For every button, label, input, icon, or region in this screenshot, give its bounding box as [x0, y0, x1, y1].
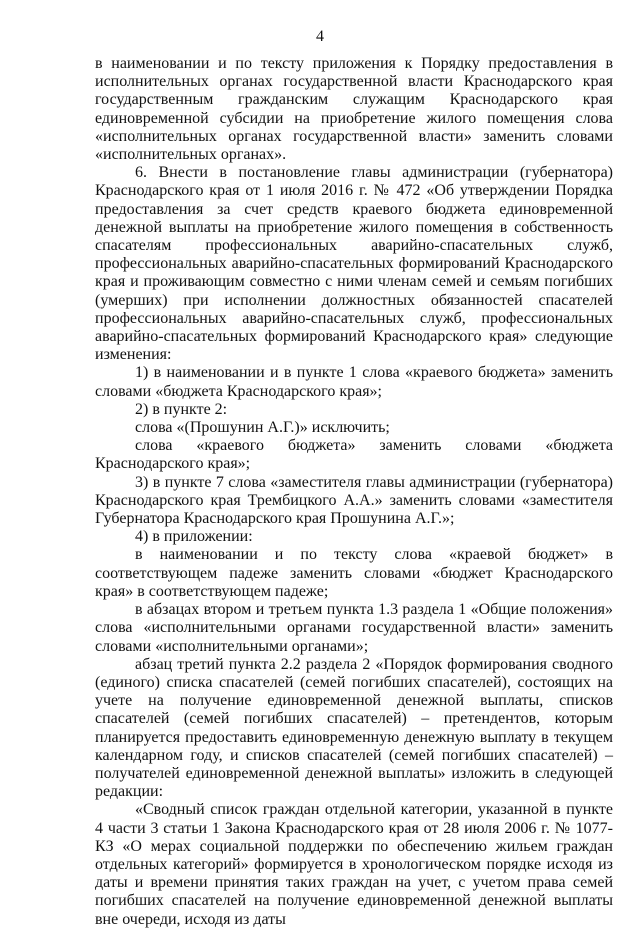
paragraph-1: в наименовании и по тексту приложения к Порядку предоставления в исполнительных органах государственной власти Краснодарского края государственным гражданским служащим Краснодарского края единовременной субсидии на приобретение жилого помещения слова «исполнительных органах государственной власти» заменить словами «исполнительных органах».: [95, 55, 613, 164]
paragraph-8: 4) в приложении:: [135, 528, 253, 546]
paragraph-5: слова «(Прошунин А.Г.)» исключить;: [135, 419, 390, 437]
paragraph-10: в абзацах втором и третьем пункта 1.3 раздела 1 «Общие положения» слова «исполнительными органами государственной власти» заменить словами «исполнительными органами»;: [95, 601, 613, 655]
paragraph-2: 6. Внести в постановление главы администрации (губернатора) Краснодарского края от 1 июля 2016 г. № 472 «Об утверждении Порядка предоставления за счет средств краевого бюджета единовременной денежной выплаты на приобретение жилого помещения в собственность спасателям профессиональных аварийно-спасательных служб, профессиональных аварийно-спасательных формирований Краснодарского края и проживающим совместно с ними членам семей и семьям погибших (умерших) при исполнении должностных обязанностей спасателей профессиональных аварийно-спасательных служб, профессиональных аварийно-спасательных формирований Краснодарского края» следующие изменения:: [95, 164, 613, 364]
document-body: [95, 55, 613, 929]
page-number: 4: [316, 28, 324, 45]
paragraph-11: абзац третий пункта 2.2 раздела 2 «Порядок формирования сводного (единого) списка спасателей (семей погибших спасателей), состоящих на учете на получение единовременной денежной выплаты, списков спасателей (семей погибших спасателей) – претендентов, которым планируется предоставить единовременную денежную выплату в текущем календарном году, и списков спасателей (семей погибших спасателей) – получателей единовременной денежной выплаты» изложить в следующей редакции:: [95, 655, 613, 801]
paragraph-6: слова «краевого бюджета» заменить словами «бюджета Краснодарского края»;: [95, 437, 613, 473]
paragraph-12: «Сводный список граждан отдельной категории, указанной в пункте 4 части 3 статьи 1 Закона Краснодарского края от 28 июля 2006 г. № 1077-КЗ «О мерах социальной поддержки по обеспечению жильем граждан отдельных категорий» формируется в хронологическом порядке исходя из даты и времени принятия таких граждан на учет, с учетом права семей погибших спасателей на получение единовременной денежной выплаты вне очереди, исходя из даты: [95, 801, 613, 928]
paragraph-4: 2) в пункте 2:: [135, 400, 228, 418]
paragraph-9: в наименовании и по тексту слова «краевой бюджет» в соответствующем падеже заменить словами «бюджет Краснодарского края» в соответствующем падеже;: [95, 546, 613, 600]
paragraph-7: 3) в пункте 7 слова «заместителя главы администрации (губернатора) Краснодарского края Трембицкого А.А.» заменить словами «заместителя Губернатора Краснодарского края Прошунина А.Г.»;: [95, 473, 613, 528]
paragraph-3: 1) в наименовании и в пункте 1 слова «краевого бюджета» заменить словами «бюджета Краснодарского края»;: [95, 364, 613, 400]
